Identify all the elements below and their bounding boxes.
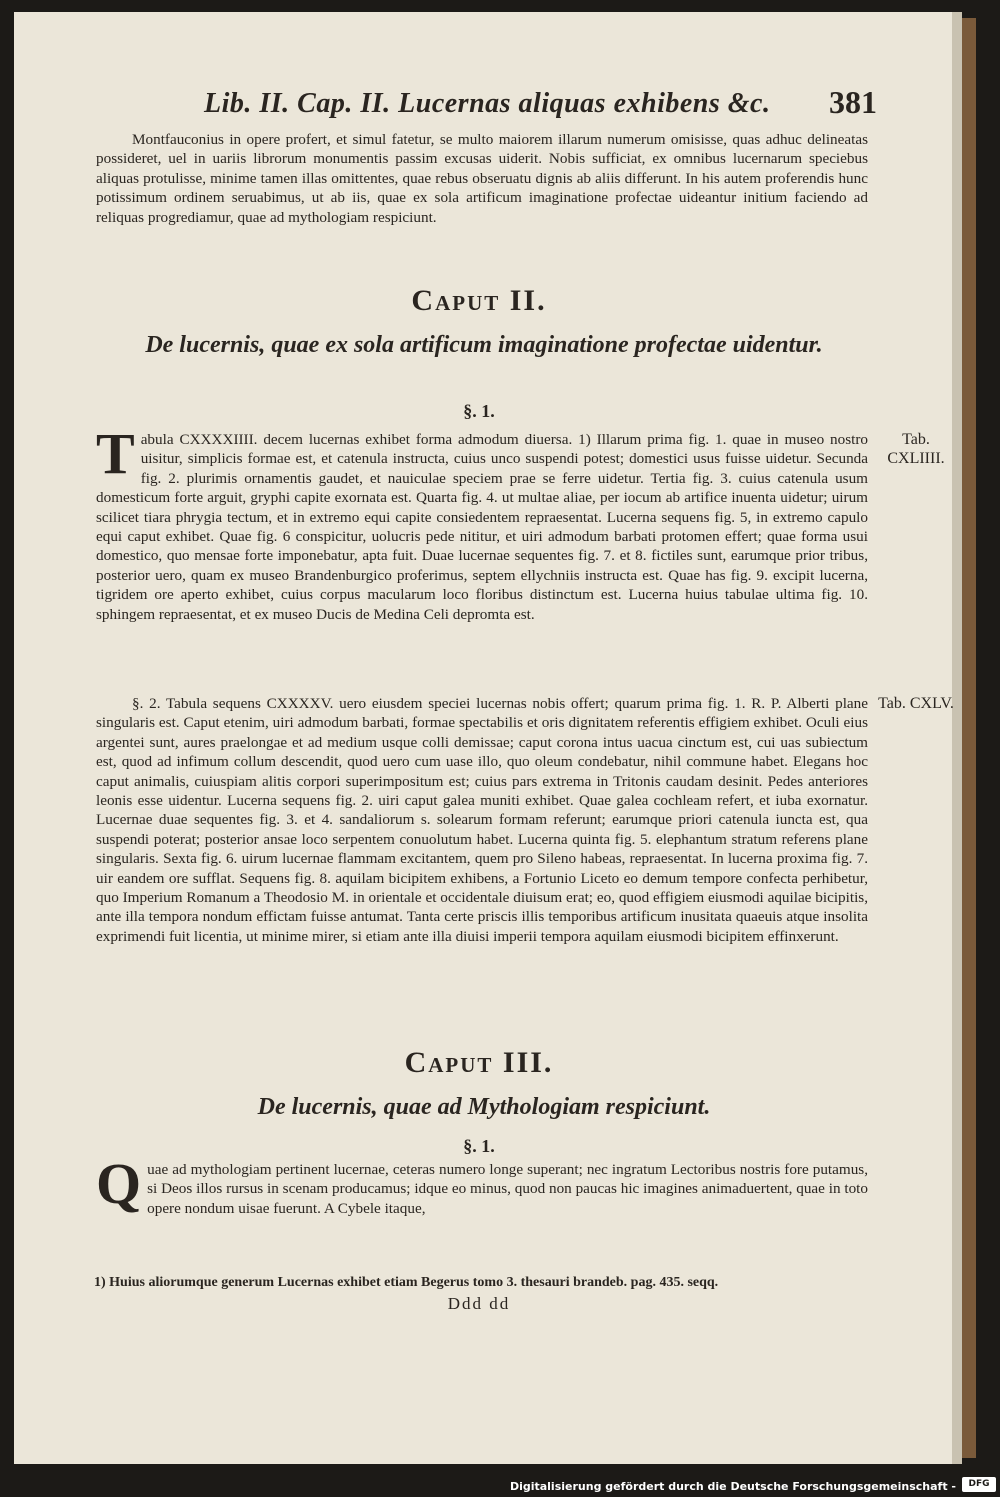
page-edge — [962, 18, 976, 1458]
chapter-2-section-1-mark: §. 1. — [463, 401, 495, 421]
margin-note-tab-145: Tab. CXLV. — [878, 695, 954, 712]
chapter-2-section-2-text: §. 2. Tabula sequens CXXXXV. uero eiusdem speciei lucernas nobis offert; quarum prima fig. 1. R. P. Alberti plane singularis est. Caput etenim, uiri admodum barbati, formae spectabilis et oris dignitatem referentis effigiem exhibet. Oculi eius argentei sunt, aures praelongae et ad medium usque colli demissae; caput corona intus uacua cinctum est, cui uas subiectum est, quod ad infimum collum descendit, quod uero cum uase illo, quo oleum condebatur, nihil commune habet. Elegans hoc caput animalis, cuiuspiam alitis corpori superimpositum est; cuius pars extrema in Tritonis caudam desinit. Pedes anteriores leonis esse uidentur. Lucerna sequens fig. 2. uiri caput galea muniti exhibet. Quae galea cochleam refert, et iuba exornatur. Lucernae duae sequentes fig. 3. et 4. sandaliorum s. solearum formam referunt; earumque priori catenula iuncta est, qua suspendi poterat; posterior ansae loco serpentem conuolutum habet. Lucerna quinta fig. 5. elephantum stratum referens plane singularis. Sexta fig. 6. uirum lucernae flammam excitantem, quem pro Sileno habeas, repraesentat. In lucerna proxima fig. 7. uir eandem ore sufflat. Sequens fig. 8. aquilam bicipitem exhibens, a Fortunio Liceto eo demum tempore confecta perhibetur, quo Imperium Romanum a Theodosio M. in orientale et occidentale diuisum erat; eo, quod effigiem eiusmodi aquilae bicipitis, ante illa tempora nondum effictam fuisse antumat. Tanta certe priscis illis temporibus artificum inusitata quaeuis atque insolita exprimendi fuit licentia, ut minime mirer, si etiam ante illa diuisi imperii tempora aquilam eiusmodi bicipitem effinxerunt. — [96, 695, 868, 945]
chapter-3-section-1-text: uae ad mythologiam pertinent lucernae, ceteras numero longe superant; nec ingratum Lectoribus nostris fore putamus, si Deos illos rursus in scenam producamus; idque eo minus, quod non paucas hic imagines animaduertent, quae in toto opere nondum uisae fuerunt. A Cybele itaque, — [147, 1161, 868, 1217]
dfg-logo-icon: DFG — [962, 1477, 996, 1492]
document-page — [14, 12, 962, 1464]
digitization-credit: Digitalisierung gefördert durch die Deutsche Forschungsgemeinschaft - — [509, 1480, 956, 1493]
dropcap-q: Q — [96, 1151, 142, 1216]
chapter-2-section-2 — [96, 694, 868, 946]
running-title: Lib. II. Cap. II. Lucernas aliquas exhibens &c. — [204, 88, 771, 119]
intro-paragraph — [96, 130, 868, 227]
chapter-3-section-1-mark: §. 1. — [463, 1136, 495, 1156]
footnote: 1) Huius aliorumque generum Lucernas exhibet etiam Begerus tomo 3. thesauri brandeb. pag. 435. seqq. — [94, 1275, 719, 1290]
chapter-2-section-1-text: abula CXXXXIIII. decem lucernas exhibet forma admodum diuersa. 1) Illarum prima fig. 1. quae in museo nostro uisitur, simplicis formae est, et catenula instructa, cuius unco suspendi potest; domestici usus fuisse uidetur. Secunda fig. 2. plurimis ornamentis gaudet, et nauiculae speciem prae se ferre uidetur. Tertia fig. 3. cuius catenula usum domesticum forte arguit, gryphi capite exornata est. Quarta fig. 4. ut multae aliae, per iocum ab artifice inuenta uidetur; uirum scilicet tiara phrygia tectum, et in extremo equi capite consiedentem repraesentat. Lucerna sequens fig. 5, in extremo capulo equi caput exhibet. Quae fig. 6 conspicitur, uolucris pede nititur, et uiri admodum barbati protomen effert; quae forma usui domestico, quo mensae forte imponebatur, apta fuit. Duae lucernae sequentes fig. 7. et 8. fictiles sunt, earumque prior tribus, posterior uero, quam ex museo Brandenburgico proferimus, septem ellychniis instructa est. Quae has fig. 9. excipit lucerna, tigridem ore aperto exhibet, cuius corpus macularum loco floribus distinctum est. Lucerna huius tabulae ultima fig. 10. sphingem repraesentat, et ex museo Ducis de Medina Celi depromta est. — [96, 431, 868, 623]
signature-mark: Ddd dd — [447, 1294, 511, 1313]
chapter-3-section-1 — [96, 1151, 868, 1218]
page-number: 381 — [829, 84, 877, 120]
margin-note-tab-144: Tab. CXLIIII. — [887, 431, 945, 467]
chapter-2-title: Caput II. — [411, 284, 547, 317]
chapter-2-section-1 — [96, 421, 868, 624]
chapter-2-subtitle: De lucernis, quae ex sola artificum imaginatione profectae uidentur. — [145, 332, 823, 358]
chapter-3-subtitle: De lucernis, quae ad Mythologiam respiciunt. — [257, 1094, 711, 1120]
chapter-3-title: Caput III. — [404, 1046, 554, 1079]
dropcap-t: T — [96, 421, 135, 486]
intro-text: Montfauconius in opere profert, et simul fatetur, se multo maiorem illarum numerum omisisse, quas adhuc delineatas possideret, uel in uariis librorum monumentis passim excusas uiderit. Nobis sufficiat, ex omnibus lucernarum speciebus aliquas protulisse, minime tamen illas omittentes, quae rebus obseruatu dignis ab aliis differunt. In his autem proferendis hunc potissimum ordinem seruabimus, ut ab iis, quae ex sola artificum imaginatione profectae uideantur initium faciendo ad reliquas progrediamur, quae ad mythologiam respiciunt. — [96, 131, 868, 226]
